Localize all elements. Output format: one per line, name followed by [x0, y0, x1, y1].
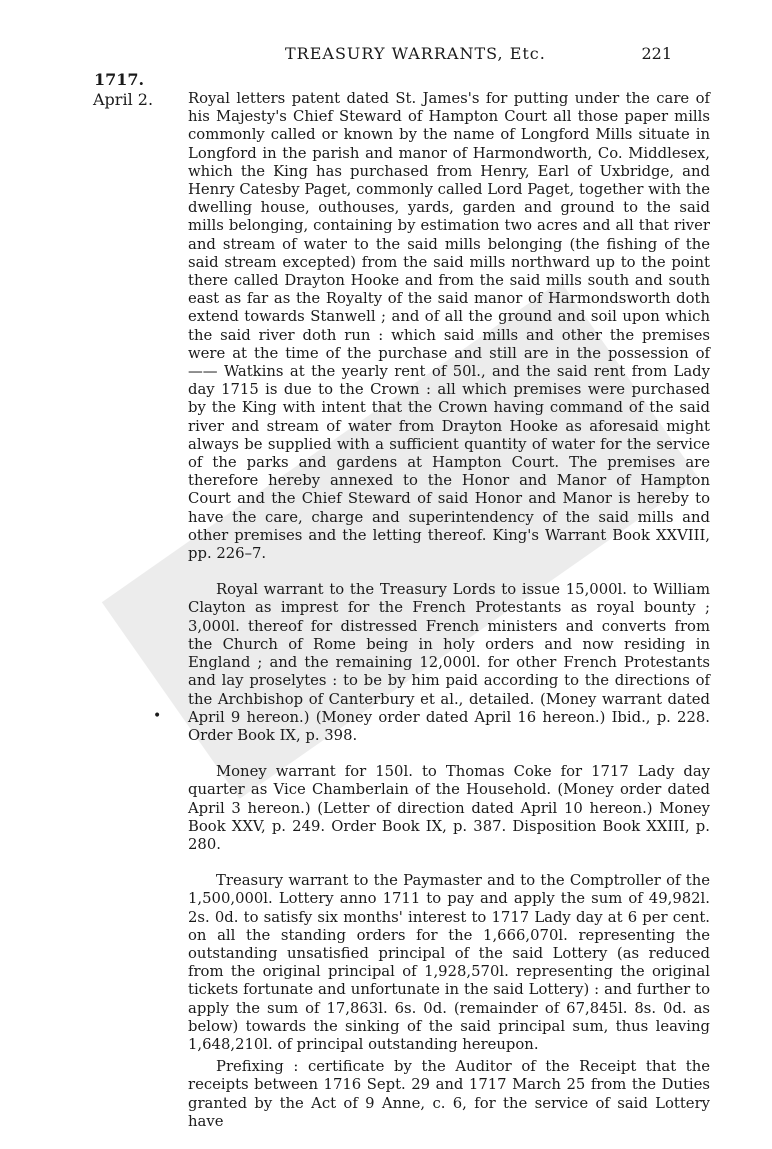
paragraph-treasury-warrant: Treasury warrant to the Paymaster and to the Comptroller of the 1,500,000l. Lottery anno 1711 to pay and apply the sum of 49,982l. 2s. 0d. to satisfy six months' interest to 1717 Lady day at 6 per cent. on all the standing orders for the 1,666,070l. representing the outstanding unsatisfied principal of the said Lottery (as reduced from the original principal of 1,928,570l. representing the original tickets fortunate and unfortunate in the said Lottery) : and further to apply the sum of 17,863l. 6s. 0d. (remainder of 67,845l. 8s. 0d. as below) towards the sinking of the said principal sum, thus leaving 1,648,210l. of principal outstanding hereupon. — [188, 872, 710, 1053]
paragraph-royal-warrant: Royal warrant to the Treasury Lords to issue 15,000l. to William Clayton as imprest for the French Protestants as royal bounty ; 3,000l. thereof for distressed French ministers and converts from the Church of Rome being in holy orders and now residing in England ; and the remaining 12,000l. for other French Protestants and lay proselytes : to be by him paid according to the directions of the Archbishop of Canterbury et al., detailed. (Money warrant dated April 9 hereon.) (Money order dated April 16 hereon.) Ibid., p. 228. Order Book IX, p. 398. — [188, 581, 710, 744]
margin-year: 1717. — [94, 70, 145, 89]
page-number: 221 — [641, 44, 672, 63]
body-text — [188, 90, 710, 1149]
running-title: TREASURY WARRANTS, Etc. — [285, 44, 546, 63]
paragraph-letters-patent: Royal letters patent dated St. James's for putting under the care of his Majesty's Chief Steward of Hampton Court all those paper mills commonly called or known by the name of Longford Mills situate in Longford in the parish and manor of Harmondworth, Co. Middlesex, which the King has purchased from Henry, Earl of Uxbridge, and Henry Catesby Paget, commonly called Lord Paget, together with the dwelling house, outhouses, yards, garden and ground to the said mills belonging, containing by estimation two acres and all that river and stream of water to the said mills belonging (the fishing of the said stream excepted) from the said mills northward up to the point there called Drayton Hooke and from the said mills south and south east as far as the Royalty of the said manor of Harmondsworth doth extend towards Stanwell ; and of all the ground and soil upon which the said river doth run : which said mills and other the premises were at the time of the purchase and still are in the possession of —— Watkins at the yearly rent of 50l., and the said rent from Lady day 1715 is due to the Crown : all which premises were purchased by the King with intent that the Crown having command of the said river and stream of water from Drayton Hooke as aforesaid might always be supplied with a sufficient quantity of water for the service of the parks and gardens at Hampton Court. The premises are therefore hereby annexed to the Honor and Manor of Hampton Court and the Chief Steward of said Honor and Manor is hereby to have the care, charge and superintendency of the said mills and other premises and the letting thereof. King's Warrant Book XXVIII, pp. 226–7. — [188, 90, 710, 563]
paragraph-prefixing: Prefixing : certificate by the Auditor of the Receipt that the receipts between 1716 Sept. 29 and 1717 March 25 from the Duties granted by the Act of 9 Anne, c. 6, for the service of said Lottery have — [188, 1058, 710, 1130]
marginal-dot: • — [153, 708, 162, 724]
paragraph-money-warrant: Money warrant for 150l. to Thomas Coke for 1717 Lady day quarter as Vice Chamberlain of the Household. (Money order dated April 3 hereon.) (Letter of direction dated April 10 hereon.) Money Book XXV, p. 249. Order Book IX, p. 387. Disposition Book XXIII, p. 280. — [188, 763, 710, 853]
margin-date: April 2. — [93, 90, 154, 109]
